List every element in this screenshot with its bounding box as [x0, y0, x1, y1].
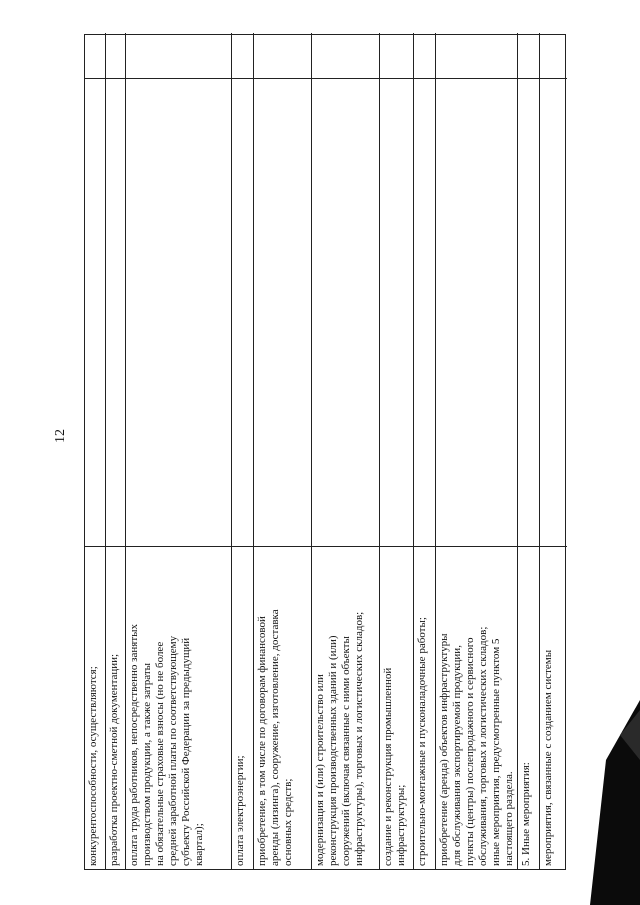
- column-divider: [85, 546, 567, 547]
- column-divider: [85, 78, 567, 79]
- table-cell: мероприятия, связанные с созданием системы: [542, 649, 554, 866]
- table-row: [379, 33, 413, 869]
- table-row: [413, 33, 435, 869]
- table-row: [231, 33, 253, 869]
- table-cell: приобретение (аренда) объектов инфраструктуры для обслуживания экспортируемой продукции, пункты (центры) послепродажного и сервисного обслуживания, торговых и логистических складов; иные мероприятия, предусмотренные пунктом 5 настоящего раздела.: [438, 626, 515, 866]
- table-area: [84, 34, 566, 870]
- table-cell: разработка проектно-сметной документации;: [108, 653, 120, 866]
- table-cell: строительно-монтажные и пусконаладочные работы;: [416, 617, 428, 866]
- table-cell: конкурентоспособности, осуществляются;: [87, 666, 99, 866]
- table-cell: создание и реконструкция промышленной инфраструктуры;: [382, 667, 407, 866]
- table-row: [85, 33, 105, 869]
- table-cell: приобретение, в том числе по договорам финансовой аренды (лизинга), сооружение, изготовление, доставка основных средств;: [256, 609, 294, 866]
- page-number: 12: [53, 429, 68, 443]
- table-cell: оплата труда работников, непосредственно занятых производством продукции, а также затраты на обязательные страховые взносы (но не более средней заработной платы по соответствующему субъекту Российской Федерации за предыдущий квартал);: [128, 623, 205, 866]
- table-row: [253, 33, 311, 869]
- table-row: [311, 33, 379, 869]
- table-cell: 5. Иные мероприятия:: [520, 762, 532, 866]
- table-row: [125, 33, 231, 869]
- requirements-table: [84, 34, 566, 870]
- table-row: [105, 33, 125, 869]
- table-row: [539, 33, 567, 869]
- table-row: [435, 33, 517, 869]
- table-cell: модернизация и (или) строительство или реконструкция производственных зданий и (или) сооружений (включая связанные с ними объекты инфраструктуры), торговых и логистических складов;: [314, 611, 365, 866]
- table-cell: оплата электроэнергии;: [234, 755, 246, 866]
- table-row: [517, 33, 539, 869]
